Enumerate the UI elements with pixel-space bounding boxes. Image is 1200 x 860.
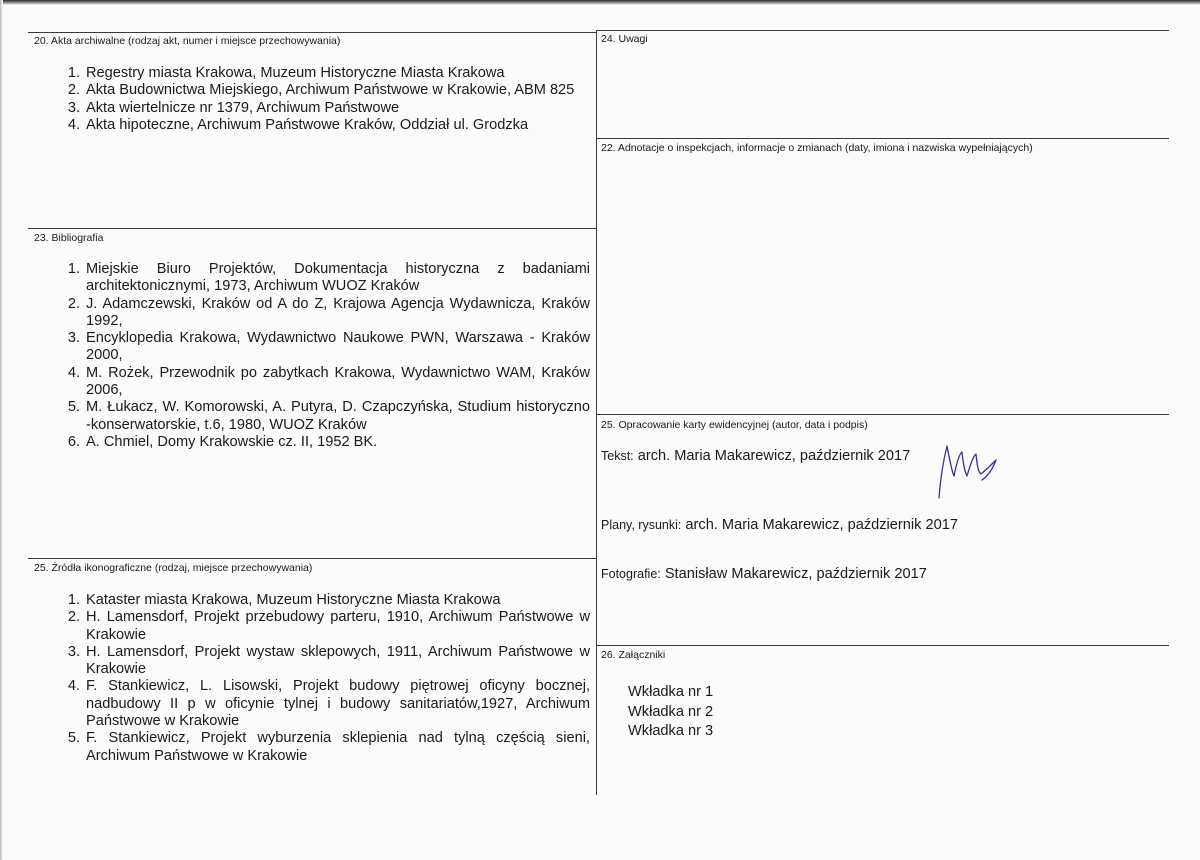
list-item: 3. Akta wiertelnicze nr 1379, Archiwum Państwowe [67, 99, 400, 116]
text-credit-value: arch. Maria Makarewicz, październik 2017 [637, 448, 911, 464]
scan-edge-left [0, 0, 3, 860]
inspections-header: 22. Adnotacje o inspekcjach, informacje o zmianach (daty, imiona i nazwiska wypełniających) [601, 142, 1033, 154]
photos-credit-value: Stanisław Makarewicz, październik 2017 [664, 566, 927, 582]
rule-above-iconographic [28, 558, 596, 559]
list-item: 1. Kataster miasta Krakowa, Muzeum Historyczne Miasta Krakowa [67, 592, 501, 608]
rule-center-divider [596, 30, 597, 795]
list-item: 1. Miejskie Biuro Projektów, Dokumentacja historyczna z badaniami architektonicznymi, 1973, Archiwum WUOZ Kraków [67, 261, 590, 295]
list-item: 2. Akta Budownictwa Miejskiego, Archiwum Państwowe w Krakowie, ABM 825 [67, 82, 575, 99]
archival-header: 20. Akta archiwalne (rodzaj akt, numer i miejsce przechowywania) [34, 35, 341, 47]
text-credit [601, 447, 910, 465]
list-item: 2. H. Lamensdorf, Projekt przebudowy parteru, 1910, Archiwum Państwowe w Krakowie [67, 609, 590, 643]
card-author-header: 25. Opracowanie karty ewidencyjnej (autor, data i podpis) [601, 419, 868, 431]
list-item: Wkładka nr 2 [628, 703, 714, 720]
list-item: 1. Regestry miasta Krakowa, Muzeum Historyczne Miasta Krakowa [67, 65, 505, 81]
signature-icon [930, 436, 1000, 506]
list-item: 4. F. Stankiewicz, L. Lisowski, Projekt budowy piętrowej oficyny bocznej, nadbudowy II p w oficynie tylnej i budowy sanitariatów,1927, Archiwum Państwowe w Krakowie [67, 678, 590, 730]
remarks-header: 24. Uwagi [601, 33, 648, 45]
bibliography-list [58, 261, 590, 451]
list-item: 2. J. Adamczewski, Kraków od A do Z, Krajowa Agencja Wydawnicza, Kraków 1992, [67, 295, 590, 329]
iconographic-header: 25. Źródła ikonograficzne (rodzaj, miejsce przechowywania) [34, 562, 313, 574]
rule-top-right [596, 30, 1169, 31]
plans-credit-value: arch. Maria Makarewicz, październik 2017 [685, 517, 958, 533]
text-credit-label: Tekst: [601, 449, 634, 463]
list-item: Wkładka nr 1 [628, 684, 714, 700]
plans-credit-label: Plany, rysunki: [601, 518, 682, 532]
rule-above-inspections [596, 138, 1169, 139]
photos-credit-label: Fotografie: [601, 567, 661, 581]
list-item: 4. M. Rożek, Przewodnik po zabytkach Krakowa, Wydawnictwo WAM, Kraków 2006, [67, 364, 590, 399]
rule-above-attachments [596, 645, 1169, 646]
attachments-list [628, 683, 713, 742]
list-item: 3. H. Lamensdorf, Projekt wystaw sklepowych, 1911, Archiwum Państwowe w Krakowie [67, 643, 590, 678]
archival-list [58, 65, 590, 134]
rule-above-card-author [596, 414, 1169, 415]
rule-top-left [28, 32, 596, 33]
photos-credit [601, 565, 927, 583]
list-item: 3. Encyklopedia Krakowa, Wydawnictwo Naukowe PWN, Warszawa - Kraków 2000, [67, 330, 590, 364]
list-item: 5. M. Łukacz, W. Komorowski, A. Putyra, D. Czapczyńska, Studium historyczno -konserwatorskie, t.6, 1980, WUOZ Kraków [67, 399, 590, 433]
plans-credit [601, 516, 958, 534]
list-item: 5. F. Stankiewicz, Projekt wyburzenia sklepienia nad tylną częścią sieni, Archiwum Państwowe w Krakowie [67, 730, 590, 764]
iconographic-list [58, 592, 590, 765]
attachments-header: 26. Załączniki [601, 649, 666, 661]
scan-edge-top [0, 0, 1200, 5]
list-item: 4. Akta hipoteczne, Archiwum Państwowe Kraków, Oddział ul. Grodzka [67, 116, 529, 133]
list-item: Wkładka nr 3 [628, 723, 714, 739]
list-item: 6. A. Chmiel, Domy Krakowskie cz. II, 1952 BK. [67, 433, 378, 450]
rule-above-bibliography [28, 228, 596, 229]
bibliography-header: 23. Bibliografia [34, 232, 104, 244]
